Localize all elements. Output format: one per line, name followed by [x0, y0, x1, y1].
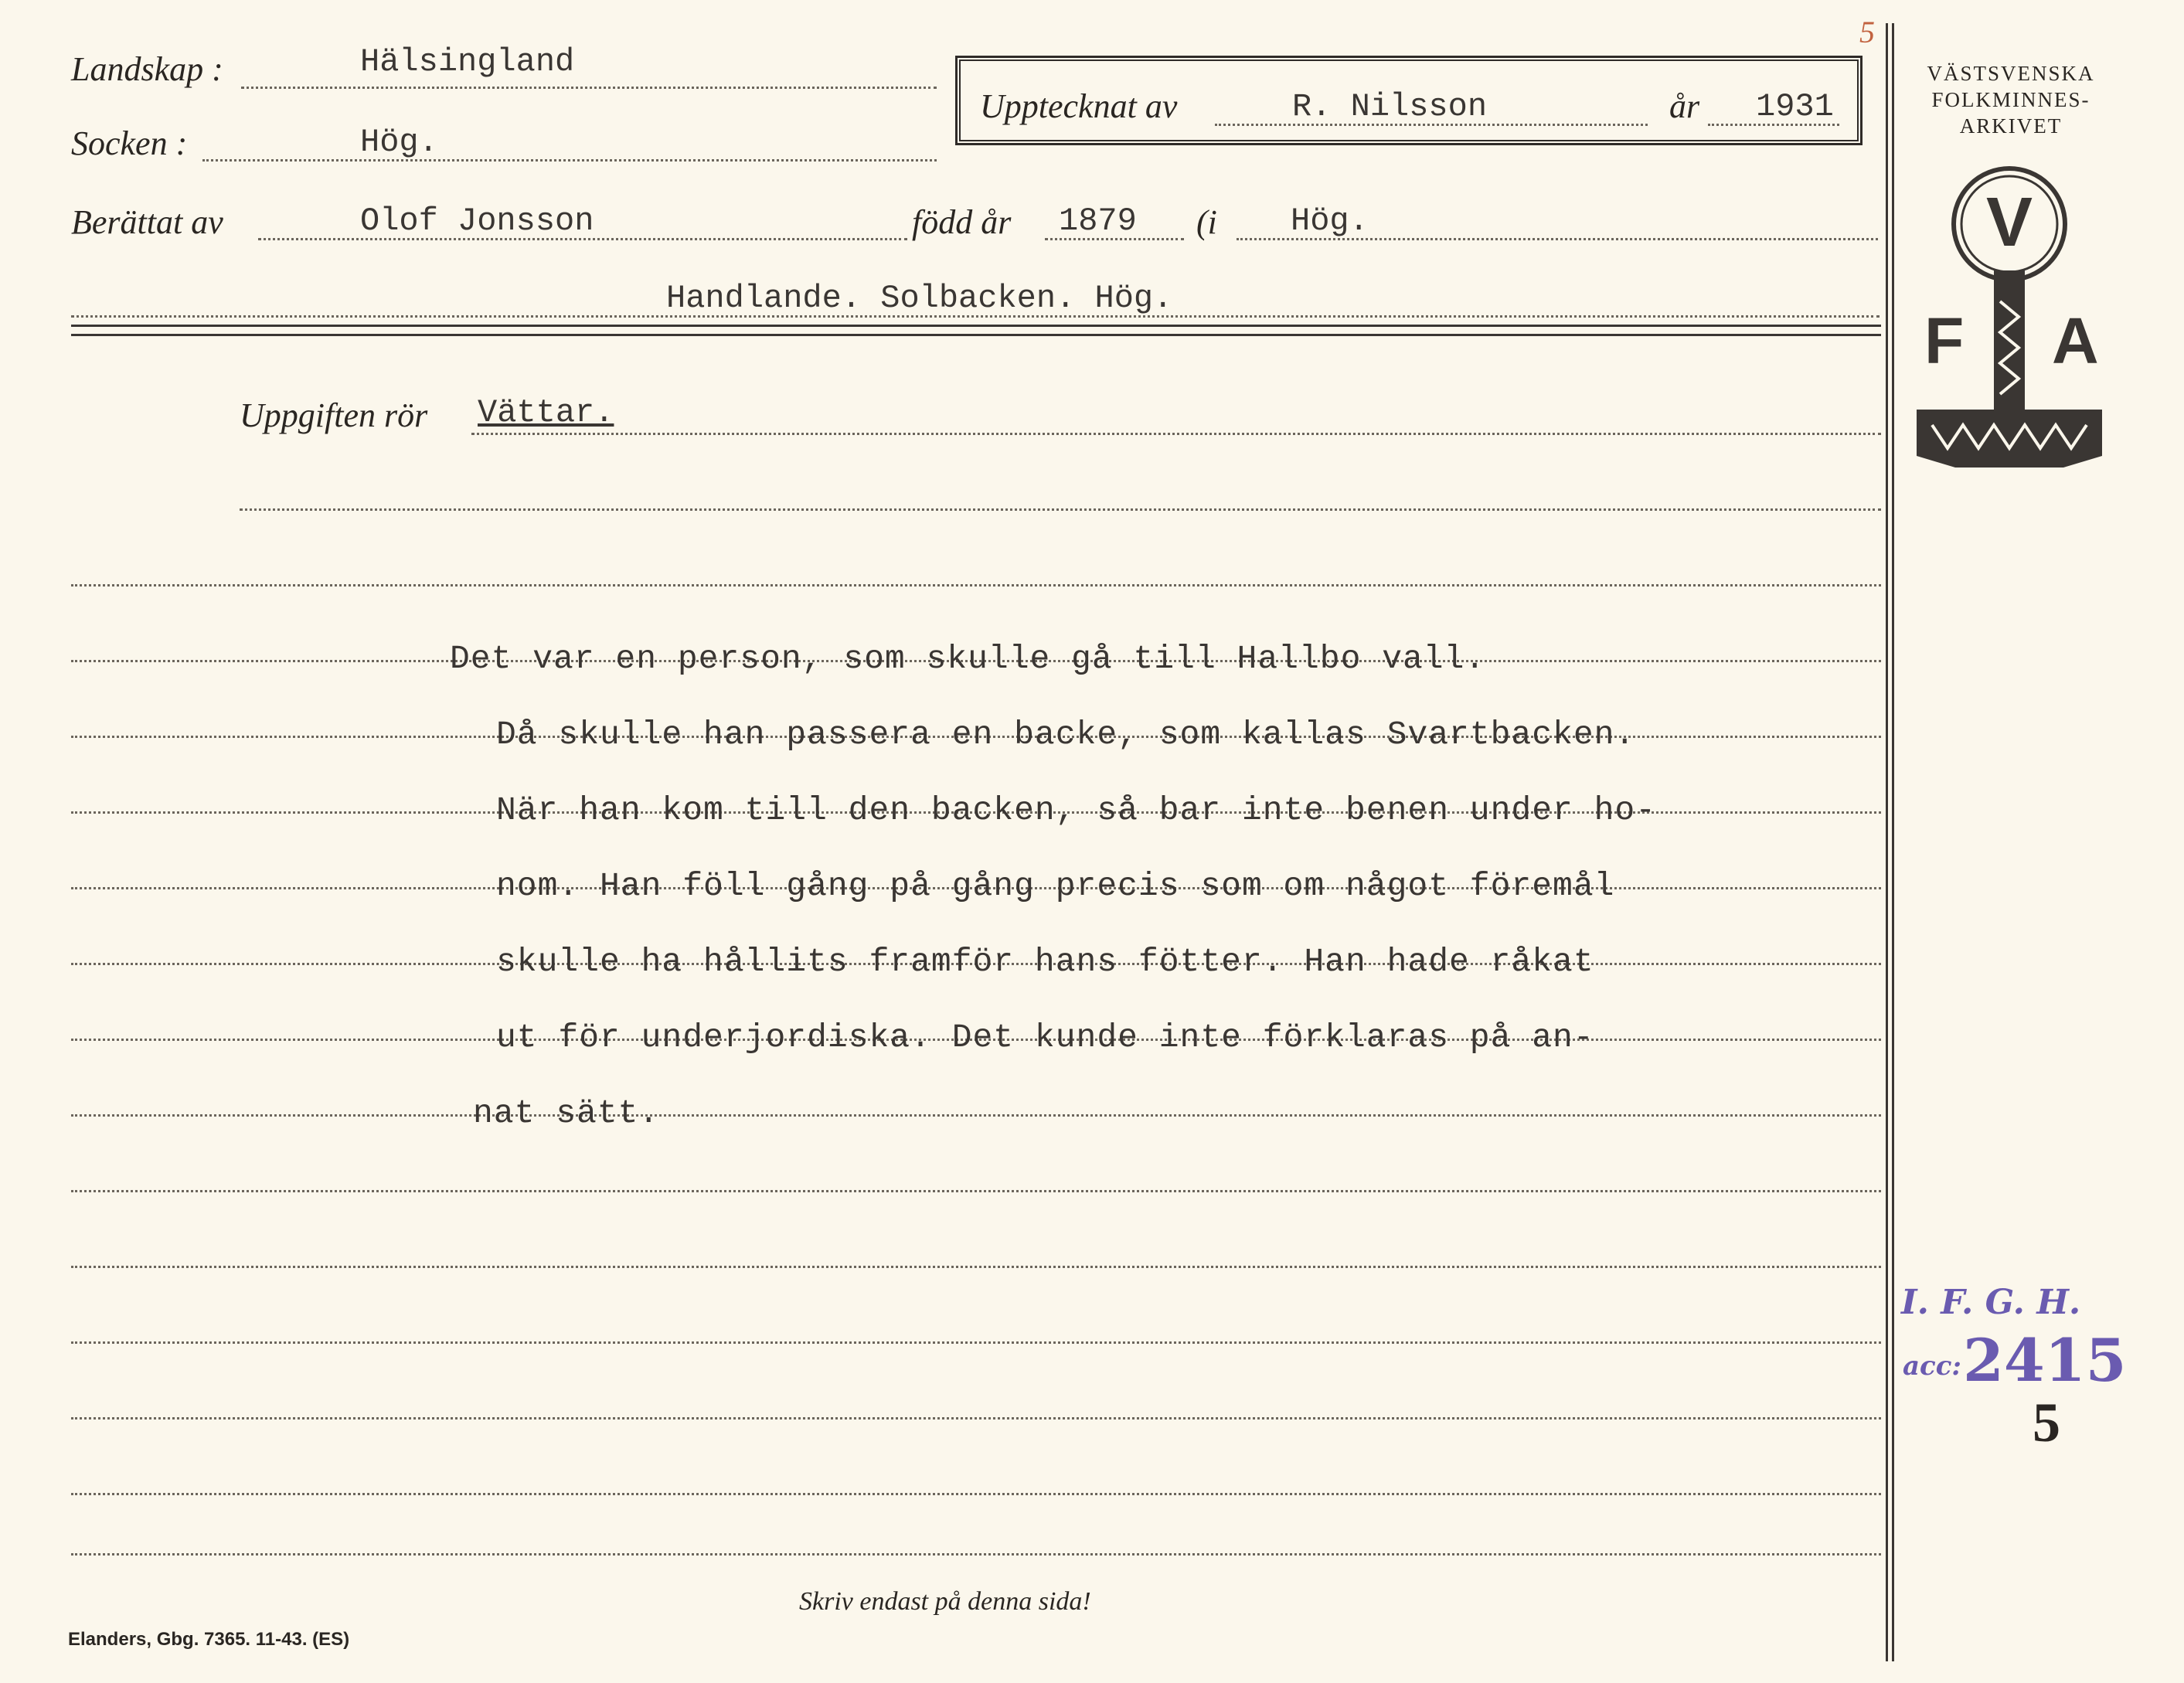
ruled-line — [71, 1190, 1881, 1192]
recorder-value: R. Nilsson — [1292, 88, 1488, 125]
socken-label: Socken : — [71, 124, 188, 162]
accession-stamp-number: 2415 — [1963, 1326, 2127, 1395]
archive-line-3: ARKIVET — [1959, 114, 2063, 138]
logo-hammer-head — [1917, 410, 2102, 468]
right-column-divider-inner — [1892, 23, 1894, 1661]
i-value: Hög. — [1291, 202, 1369, 240]
landskap-value: Hälsingland — [360, 43, 575, 80]
vfa-logo — [1909, 155, 2118, 479]
body-text-line-4: nom. Han föll gång på gång precis som om något föremål — [496, 867, 1615, 905]
logo-v: V — [1985, 184, 2033, 261]
logo-hammer-shaft — [1994, 270, 2025, 417]
accession-stamp-institute: I. F. G. H. — [1901, 1283, 2081, 1322]
socken-line — [202, 159, 937, 162]
landskap-label: Landskap : — [71, 50, 223, 88]
accession-stamp-label: acc: — [1903, 1351, 1961, 1382]
body-text-line-6: ut för underjordiska. Det kunde inte förklaras på an- — [496, 1018, 1594, 1056]
fodd-value: 1879 — [1059, 202, 1137, 240]
header-rule-top — [71, 325, 1881, 327]
i-label: (i — [1196, 203, 1217, 241]
body-text-line-2: Då skulle han passera en backe, som kallas Svartbacken. — [496, 716, 1636, 753]
address-value: Handlande. Solbacken. Hög. — [666, 280, 1173, 317]
archive-name — [1895, 60, 2127, 139]
printer-mark: Elanders, Gbg. 7365. 11-43. (ES) — [68, 1629, 350, 1650]
recorder-label: Upptecknat av — [980, 87, 1178, 125]
ruled-line — [71, 1493, 1881, 1495]
subject-label: Uppgiften rör — [240, 396, 428, 434]
subject-value: Vättar. — [478, 394, 614, 431]
page-number: 5 — [2033, 1392, 2060, 1454]
ruled-line — [71, 1341, 1881, 1344]
socken-value: Hög. — [360, 124, 438, 161]
logo-a: A — [2052, 304, 2099, 377]
landskap-line — [241, 87, 937, 89]
ruled-line — [240, 508, 1881, 511]
ruled-line — [71, 1417, 1881, 1420]
berattat-label: Berättat av — [71, 203, 223, 241]
year-value: 1931 — [1756, 88, 1834, 125]
ruled-line — [71, 1553, 1881, 1556]
ruled-line — [71, 1266, 1881, 1268]
body-text-line-3: När han kom till den backen, så bar inte benen under ho- — [496, 791, 1657, 829]
berattat-value: Olof Jonsson — [360, 202, 594, 240]
archive-line-1: VÄSTSVENSKA — [1927, 62, 2095, 85]
logo-f: F — [1924, 304, 1965, 377]
body-text-line-1: Det var en person, som skulle gå till Hallbo vall. — [450, 640, 1486, 678]
year-label: år — [1669, 87, 1700, 125]
corner-pencil-number: 5 — [1859, 15, 1875, 49]
footer-note: Skriv endast på denna sida! — [799, 1587, 1091, 1616]
archive-line-2: FOLKMINNES- — [1931, 88, 2090, 111]
ruled-line — [71, 1114, 1881, 1117]
subject-line — [471, 433, 1881, 435]
fodd-label: född år — [912, 203, 1012, 241]
body-text-line-5: skulle ha hållits framför hans fötter. Han hade råkat — [496, 943, 1594, 981]
header-rule-bottom — [71, 334, 1881, 336]
ruled-line — [71, 584, 1881, 586]
right-column-divider — [1886, 23, 1888, 1661]
body-text-line-7: nat sätt. — [473, 1094, 660, 1132]
